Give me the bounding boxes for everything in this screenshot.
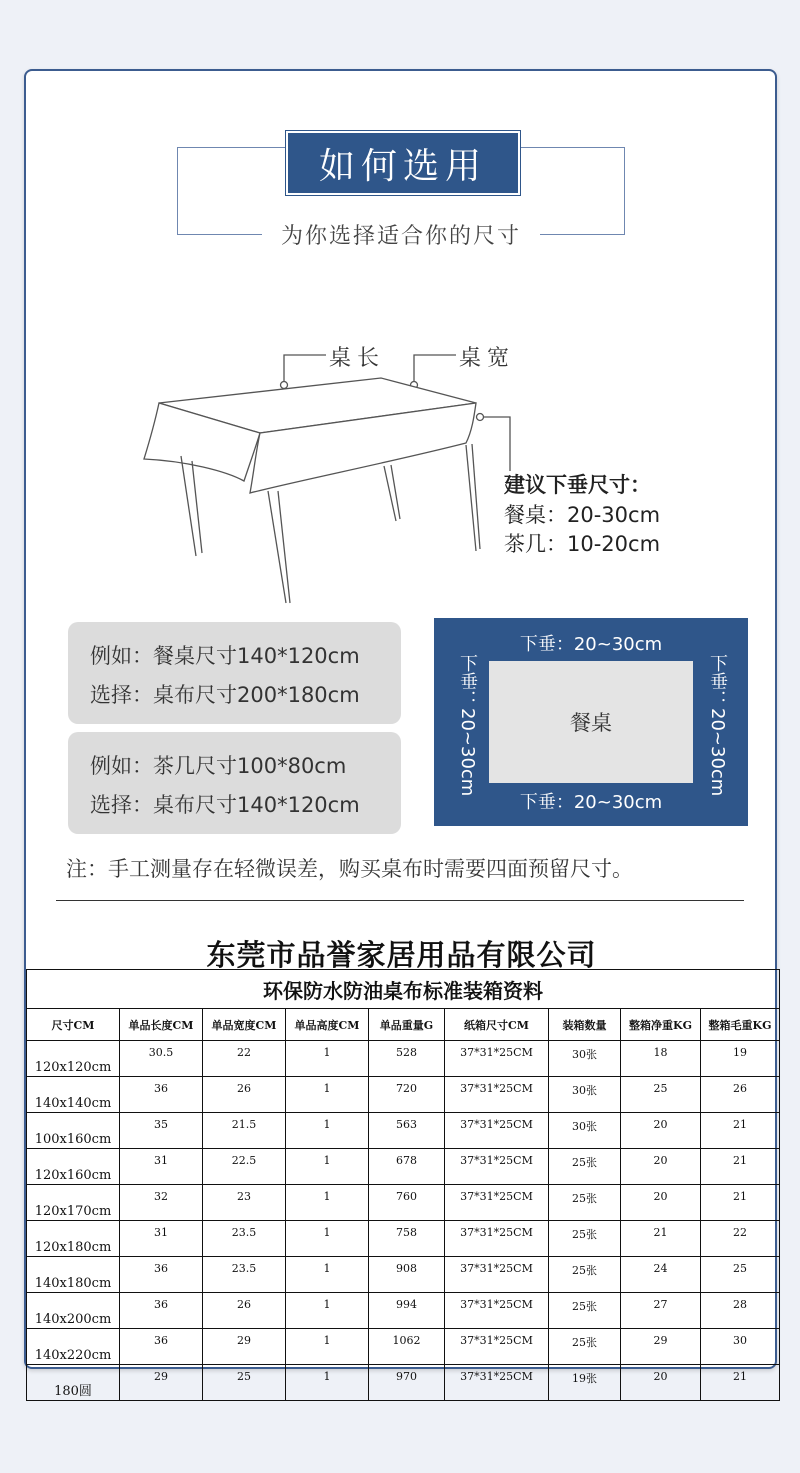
table-cell: 120x170cm <box>27 1185 120 1221</box>
table-cell: 1 <box>286 1365 369 1401</box>
drop-left-label: 下垂：20~30cm <box>457 654 478 797</box>
example-box-coffee <box>68 732 401 834</box>
top-view-diagram <box>434 618 748 826</box>
table-cell: 25张 <box>549 1293 621 1329</box>
table-cell: 758 <box>369 1221 445 1257</box>
table-cell: 140x180cm <box>27 1257 120 1293</box>
table-cell: 37*31*25CM <box>445 1149 549 1185</box>
table-cell: 36 <box>120 1077 203 1113</box>
table-cell: 30张 <box>549 1113 621 1149</box>
drop-right-label: 下垂：20~30cm <box>707 654 728 797</box>
table-cell: 37*31*25CM <box>445 1257 549 1293</box>
table-cell: 30 <box>701 1329 780 1365</box>
table-row <box>27 1185 780 1221</box>
content-card <box>24 69 777 1399</box>
company-name: 东莞市品誉家居用品有限公司 <box>206 938 597 972</box>
table-cell: 37*31*25CM <box>445 1077 549 1113</box>
table-cell: 23.5 <box>203 1257 286 1293</box>
table-cell: 21 <box>701 1365 780 1401</box>
column-header: 纸箱尺寸CM <box>445 1009 549 1041</box>
table-width-label: 桌宽 <box>459 346 516 371</box>
table-cell: 1 <box>286 1221 369 1257</box>
table-cell: 180圆 <box>27 1365 120 1401</box>
table-cell: 36 <box>120 1329 203 1365</box>
column-header: 尺寸CM <box>27 1009 120 1041</box>
table-cell: 29 <box>621 1329 701 1365</box>
example-line: 选择：桌布尺寸200*180cm <box>90 683 360 707</box>
table-cell: 22 <box>701 1221 780 1257</box>
top-view-table <box>489 661 693 783</box>
table-cell: 36 <box>120 1293 203 1329</box>
table-illustration <box>136 341 516 611</box>
table-cell: 1 <box>286 1185 369 1221</box>
table-cell: 29 <box>120 1365 203 1401</box>
table-cell: 120x160cm <box>27 1149 120 1185</box>
table-cell: 1062 <box>369 1329 445 1365</box>
table-cell: 21 <box>701 1149 780 1185</box>
table-cell: 528 <box>369 1041 445 1077</box>
table-cell: 35 <box>120 1113 203 1149</box>
column-header: 整箱毛重KG <box>701 1009 780 1041</box>
table-cell: 22.5 <box>203 1149 286 1185</box>
column-header: 装箱数量 <box>549 1009 621 1041</box>
table-cell: 26 <box>203 1077 286 1113</box>
table-cell: 563 <box>369 1113 445 1149</box>
table-cell: 37*31*25CM <box>445 1365 549 1401</box>
table-cell: 37*31*25CM <box>445 1221 549 1257</box>
page-title: 如何选用 <box>286 131 520 195</box>
table-cell: 25张 <box>549 1329 621 1365</box>
table-cell: 25 <box>203 1365 286 1401</box>
column-header: 整箱净重KG <box>621 1009 701 1041</box>
table-cell: 37*31*25CM <box>445 1293 549 1329</box>
page-subtitle: 为你选择适合你的尺寸 <box>280 224 521 249</box>
table-cell: 1 <box>286 1293 369 1329</box>
packing-table-caption: 环保防水防油桌布标准装箱资料 <box>27 970 780 1009</box>
column-header: 单品长度CM <box>120 1009 203 1041</box>
table-cell: 30张 <box>549 1041 621 1077</box>
table-cell: 20 <box>621 1185 701 1221</box>
table-length-label: 桌长 <box>329 346 386 371</box>
table-cell: 26 <box>203 1293 286 1329</box>
header-frame-line-left <box>177 234 262 235</box>
table-cell: 37*31*25CM <box>445 1329 549 1365</box>
table-cell: 1 <box>286 1113 369 1149</box>
table-cell: 21.5 <box>203 1113 286 1149</box>
table-cell: 678 <box>369 1149 445 1185</box>
table-row <box>27 1041 780 1077</box>
table-row <box>27 1329 780 1365</box>
table-cell: 720 <box>369 1077 445 1113</box>
example-box-dining <box>68 622 401 724</box>
table-cell: 120x180cm <box>27 1221 120 1257</box>
drop-size-coffee: 茶几：10-20cm <box>504 532 661 556</box>
header-frame-line-right <box>540 234 625 235</box>
table-row <box>27 1257 780 1293</box>
table-row <box>27 1293 780 1329</box>
table-cell: 37*31*25CM <box>445 1041 549 1077</box>
packing-table-header <box>27 1009 780 1041</box>
table-cell: 25 <box>621 1077 701 1113</box>
table-cell: 27 <box>621 1293 701 1329</box>
table-cell: 18 <box>621 1041 701 1077</box>
drop-top-label: 下垂：20~30cm <box>519 634 663 655</box>
table-cell: 20 <box>621 1113 701 1149</box>
drop-size-dining: 餐桌：20-30cm <box>504 503 661 527</box>
table-cell: 30张 <box>549 1077 621 1113</box>
table-cell: 140x220cm <box>27 1329 120 1365</box>
table-cell: 1 <box>286 1149 369 1185</box>
table-row <box>27 1221 780 1257</box>
table-cell: 970 <box>369 1365 445 1401</box>
table-cell: 30.5 <box>120 1041 203 1077</box>
table-cell: 1 <box>286 1329 369 1365</box>
example-line: 例如：茶几尺寸100*80cm <box>90 754 347 778</box>
table-cell: 19 <box>701 1041 780 1077</box>
table-cell: 760 <box>369 1185 445 1221</box>
table-cell: 31 <box>120 1221 203 1257</box>
table-cell: 26 <box>701 1077 780 1113</box>
table-cell: 1 <box>286 1041 369 1077</box>
table-cell: 23 <box>203 1185 286 1221</box>
table-cell: 21 <box>621 1221 701 1257</box>
drop-bottom-label: 下垂：20~30cm <box>519 792 663 813</box>
top-view-table-label: 餐桌 <box>570 711 612 735</box>
table-cell: 19张 <box>549 1365 621 1401</box>
column-header: 单品高度CM <box>286 1009 369 1041</box>
table-cell: 25张 <box>549 1149 621 1185</box>
table-cell: 25张 <box>549 1185 621 1221</box>
table-cell: 21 <box>701 1113 780 1149</box>
table-cell: 32 <box>120 1185 203 1221</box>
table-cell: 140x140cm <box>27 1077 120 1113</box>
drop-size-title: 建议下垂尺寸： <box>504 473 651 497</box>
table-cell: 31 <box>120 1149 203 1185</box>
table-cell: 140x200cm <box>27 1293 120 1329</box>
table-cell: 22 <box>203 1041 286 1077</box>
column-header: 单品重量G <box>369 1009 445 1041</box>
table-row <box>27 1149 780 1185</box>
table-cell: 37*31*25CM <box>445 1185 549 1221</box>
table-cell: 37*31*25CM <box>445 1113 549 1149</box>
table-cell: 25张 <box>549 1221 621 1257</box>
table-cell: 100x160cm <box>27 1113 120 1149</box>
table-cell: 21 <box>701 1185 780 1221</box>
table-cell: 20 <box>621 1149 701 1185</box>
divider <box>56 900 744 901</box>
table-row <box>27 1365 780 1401</box>
example-line: 选择：桌布尺寸140*120cm <box>90 793 360 817</box>
packing-table <box>26 969 780 1401</box>
table-cell: 24 <box>621 1257 701 1293</box>
table-row <box>27 1077 780 1113</box>
table-row <box>27 1113 780 1149</box>
table-cell: 25 <box>701 1257 780 1293</box>
table-cell: 120x120cm <box>27 1041 120 1077</box>
table-cell: 994 <box>369 1293 445 1329</box>
example-line: 例如：餐桌尺寸140*120cm <box>90 644 360 668</box>
table-cell: 20 <box>621 1365 701 1401</box>
table-cell: 36 <box>120 1257 203 1293</box>
table-cell: 29 <box>203 1329 286 1365</box>
measurement-note: 注：手工测量存在轻微误差，购买桌布时需要四面预留尺寸。 <box>66 857 633 881</box>
table-cell: 1 <box>286 1077 369 1113</box>
column-header: 单品宽度CM <box>203 1009 286 1041</box>
table-cell: 908 <box>369 1257 445 1293</box>
table-cell: 23.5 <box>203 1221 286 1257</box>
table-cell: 1 <box>286 1257 369 1293</box>
table-cell: 25张 <box>549 1257 621 1293</box>
table-cell: 28 <box>701 1293 780 1329</box>
